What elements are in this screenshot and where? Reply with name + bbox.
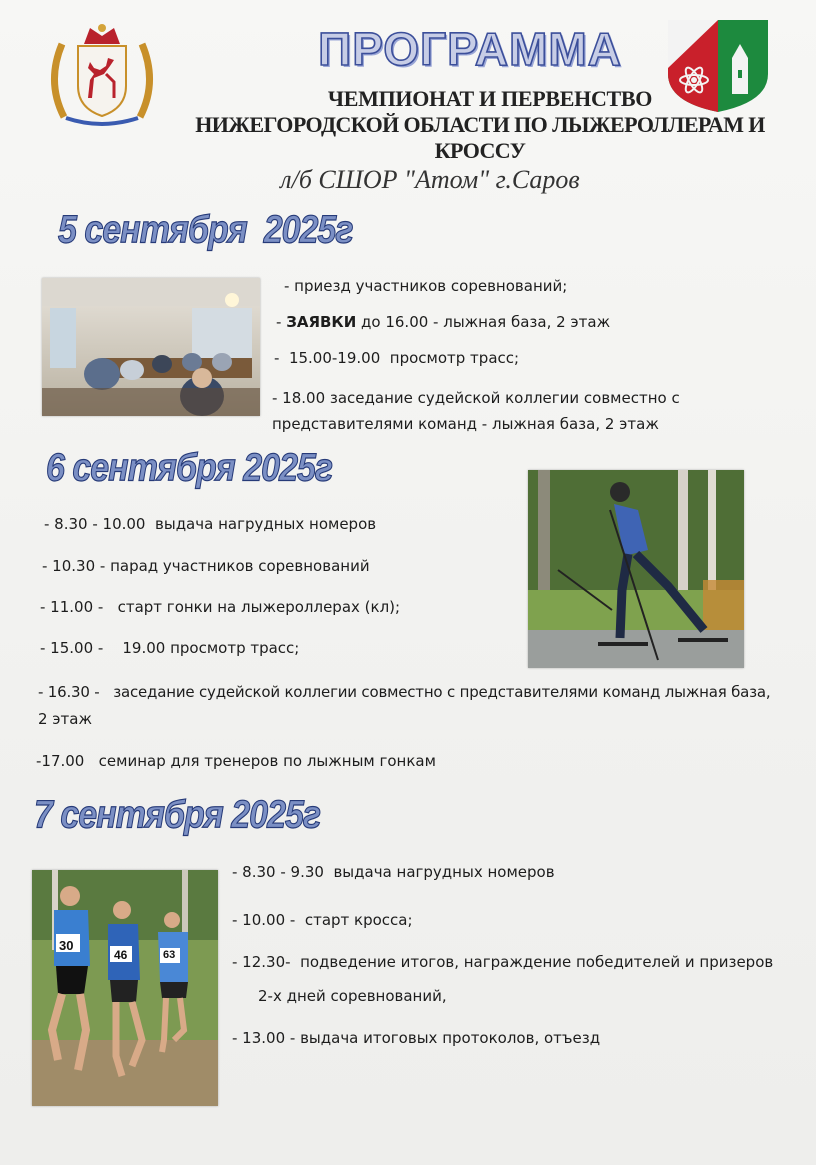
- day2-item-judges-meeting-cont: 2 этаж: [38, 710, 92, 728]
- runner-bib-3: 63: [163, 949, 176, 961]
- program-title: ПРОГРАММА: [318, 23, 622, 75]
- day3-item-awards: - 12.30- подведение итогов, награждение победителей и призеров: [232, 953, 774, 971]
- day1-item-judges-meeting-cont: представителями команд - лыжная база, 2 этаж: [272, 415, 659, 433]
- applications-keyword: ЗАЯВКИ: [286, 313, 357, 331]
- cross-runners-photo: [32, 870, 218, 1106]
- meeting-room-photo: [42, 278, 260, 416]
- roller-skier-photo: [528, 470, 744, 668]
- day3-item-bibs: - 8.30 - 9.30 выдача нагрудных номеров: [232, 863, 555, 881]
- day3-item-protocols: - 13.00 - выдача итоговых протоколов, отъезд: [232, 1029, 601, 1047]
- day2-date-heading: 6 сентября 2025г: [46, 446, 333, 490]
- runner-bib-1: 30: [59, 938, 74, 953]
- day2-item-track-view: - 15.00 - 19.00 просмотр трасс;: [40, 639, 300, 657]
- day1-date-heading: 5 сентября 2025г: [58, 208, 353, 252]
- day1-item-judges-meeting: - 18.00 заседание судейской коллегии совместно с: [272, 389, 680, 407]
- day3-item-awards-cont: 2-х дней соревнований,: [258, 987, 447, 1005]
- runner-bib-2: 46: [114, 948, 128, 962]
- region-subtitle: НИЖЕГОРОДСКОЙ ОБЛАСТИ ПО ЛЫЖЕРОЛЛЕРАМ И КРОССУ: [195, 112, 765, 163]
- day1-item-applications: [276, 312, 610, 332]
- day2-item-parade: - 10.30 - парад участников соревнований: [42, 557, 370, 575]
- championship-subtitle: ЧЕМПИОНАТ И ПЕРВЕНСТВО: [327, 86, 653, 111]
- day1-item-track-view: - 15.00-19.00 просмотр трасс;: [274, 349, 520, 367]
- day3-date-heading: 7 сентября 2025г: [34, 793, 321, 837]
- region-coat-of-arms-icon: [44, 22, 160, 128]
- venue-line: л/б СШОР "Атом" г.Саров: [280, 165, 580, 194]
- day3-item-cross-start: - 10.00 - старт кросса;: [232, 911, 413, 929]
- day1-item-arrival: - приезд участников соревнований;: [284, 277, 568, 295]
- day2-item-seminar: -17.00 семинар для тренеров по лыжным гонкам: [36, 752, 436, 770]
- day1-item-applications-prefix: -: [276, 313, 287, 331]
- day1-item-applications-rest: до 16.00 - лыжная база, 2 этаж: [356, 313, 611, 331]
- day2-item-judges-meeting: - 16.30 - заседание судейской коллегии совместно с представителями команд лыжная база,: [38, 683, 771, 701]
- day2-item-bibs: - 8.30 - 10.00 выдача нагрудных номеров: [44, 515, 377, 533]
- day2-item-race-start: - 11.00 - старт гонки на лыжероллерах (кл);: [40, 598, 401, 616]
